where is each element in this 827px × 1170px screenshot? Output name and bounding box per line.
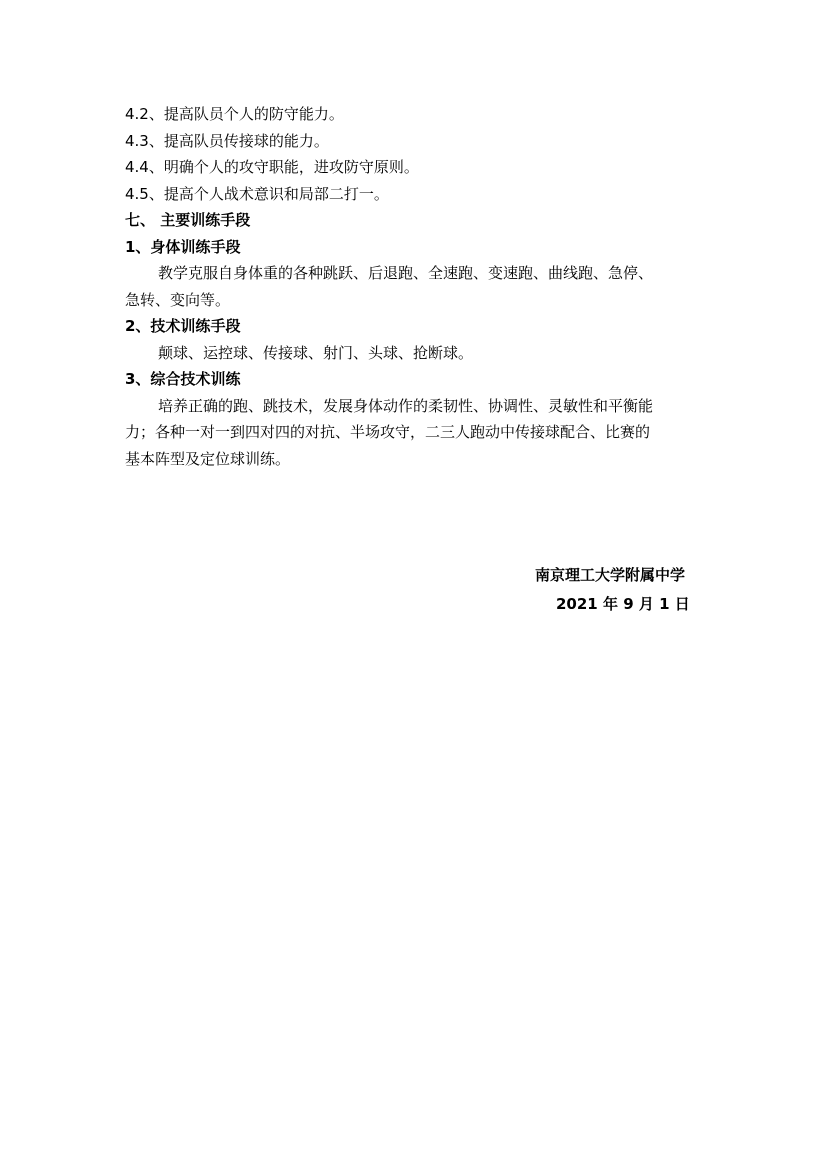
signature-organization: 南京理工大学附属中学 (535, 566, 686, 584)
objective-4-5: 4.5、提高个人战术意识和局部二打一。 (125, 184, 389, 203)
document-body (125, 101, 715, 472)
subsection-1-heading: 1、身体训练手段 (125, 237, 241, 256)
objective-4-2: 4.2、提高队员个人的防守能力。 (125, 105, 344, 123)
subsection-2-paragraph (125, 340, 715, 367)
paragraph-line: 基本阵型及定位球训练。 (125, 449, 291, 468)
paragraph-line: 急转、变向等。 (125, 290, 231, 309)
signature-date: 2021 年 9 月 1 日 (556, 595, 690, 613)
paragraph-line: 颠球、运控球、传接球、射门、头球、抢断球。 (158, 343, 474, 362)
objective-4-4: 4.4、明确个人的攻守职能，进攻防守原则。 (125, 158, 419, 176)
section-7-heading: 七、 主要训练手段 (125, 211, 251, 229)
paragraph-line: 力；各种一对一到四对四的对抗、半场攻守，二三人跑动中传接球配合、比赛的 (125, 423, 651, 441)
objective-4-3: 4.3、提高队员传接球的能力。 (125, 131, 329, 150)
subsection-3-paragraph (125, 393, 715, 473)
subsection-1-paragraph (125, 260, 715, 313)
paragraph-line: 教学克服自身体重的各种跳跃、后退跑、全速跑、变速跑、曲线跑、急停、 (158, 264, 654, 282)
subsection-2-heading: 2、技术训练手段 (125, 317, 241, 335)
paragraph-line: 培养正确的跑、跳技术，发展身体动作的柔韧性、协调性、灵敏性和平衡能 (158, 396, 654, 415)
subsection-3-heading: 3、综合技术训练 (125, 370, 241, 388)
